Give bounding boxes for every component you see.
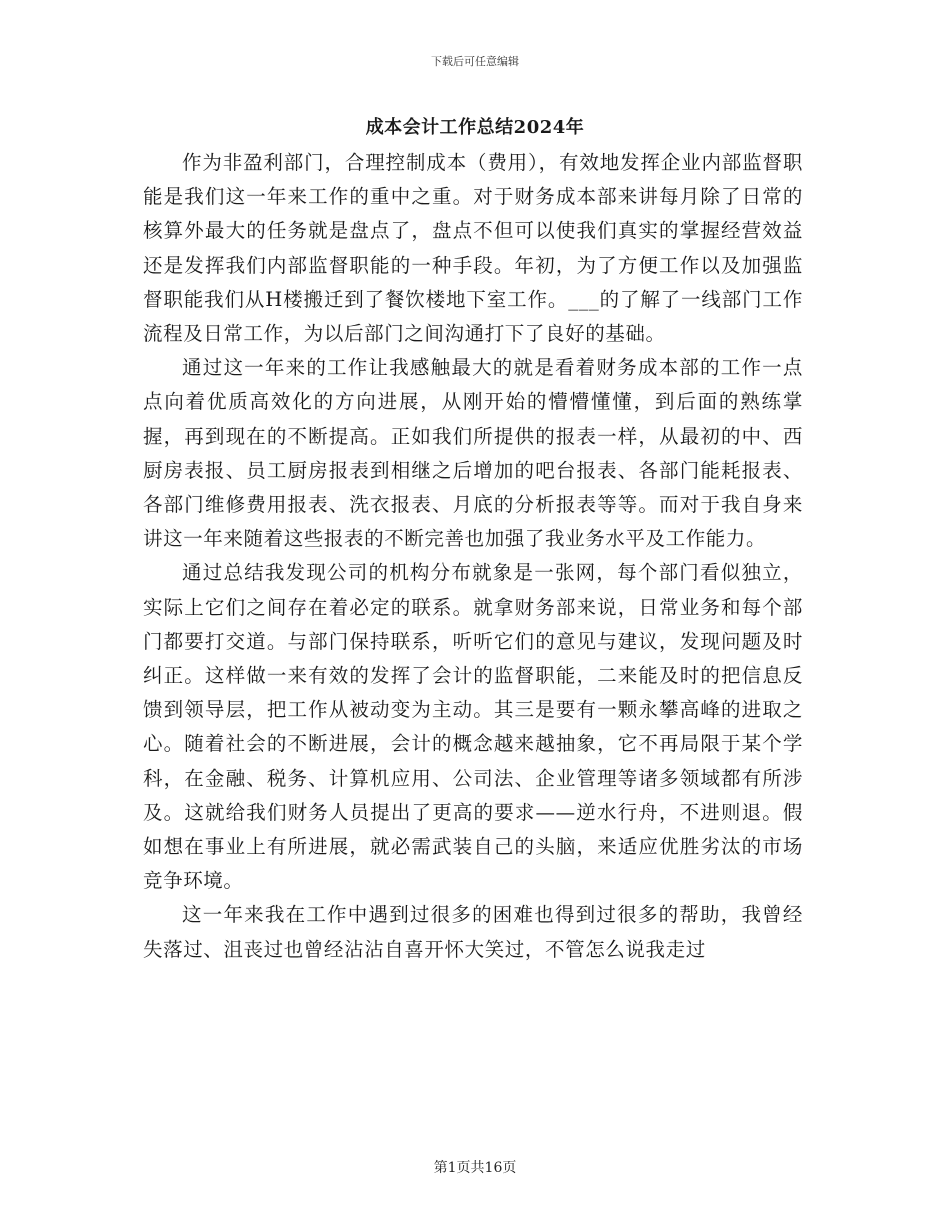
paragraph: 通过这一年来的工作让我感触最大的就是看着财务成本部的工作一点点向着优质高效化的方向进展，从刚开始的懵懵懂懂，到后面的熟练掌握，再到现在的不断提高。正如我们所提供的报表一样，从最初的中、西厨房表报、员工厨房报表到相继之后增加的吧台报表、各部门能耗报表、各部门维修费用报表、洗衣报表、月底的分析报表等等。而对于我自身来讲这一年来随着这些报表的不断完善也加强了我业务水平及工作能力。 — [143, 356, 803, 551]
document-body — [143, 146, 803, 967]
page-number: 第1页共16页 — [433, 1160, 517, 1176]
header-note: 下载后可任意编辑 — [431, 55, 519, 68]
paragraph: 作为非盈利部门，合理控制成本（费用），有效地发挥企业内部监督职能是我们这一年来工作的重中之重。对于财务成本部来讲每月除了日常的核算外最大的任务就是盘点了，盘点不但可以使我们真实的掌握经营效益还是发挥我们内部监督职能的一种手段。年初，为了方便工作以及加强监督职能我们从H楼搬迁到了餐饮楼地下室工作。___的了解了一线部门工作流程及日常工作，为以后部门之间沟通打下了良好的基础。 — [143, 151, 803, 346]
paragraph: 通过总结我发现公司的机构分布就象是一张网，每个部门看似独立，实际上它们之间存在着必定的联系。就拿财务部来说，日常业务和每个部门都要打交道。与部门保持联系，听听它们的意见与建议，发现问题及时纠正。这样做一来有效的发挥了会计的监督职能，二来能及时的把信息反馈到领导层，把工作从被动变为主动。其三是要有一颗永攀高峰的进取之心。随着社会的不断进展，会计的概念越来越抽象，它不再局限于某个学科，在金融、税务、计算机应用、公司法、企业管理等诸多领域都有所涉及。这就给我们财务人员提出了更高的要求——逆水行舟，不进则退。假如想在事业上有所进展，就必需武装自己的头脑，来适应优胜劣汰的市场竞争环境。 — [143, 561, 803, 893]
document-title: 成本会计工作总结2024年 — [365, 117, 585, 138]
paragraph: 这一年来我在工作中遇到过很多的困难也得到过很多的帮助，我曾经失落过、沮丧过也曾经沾沾自喜开怀大笑过，不管怎么说我走过 — [143, 903, 803, 961]
